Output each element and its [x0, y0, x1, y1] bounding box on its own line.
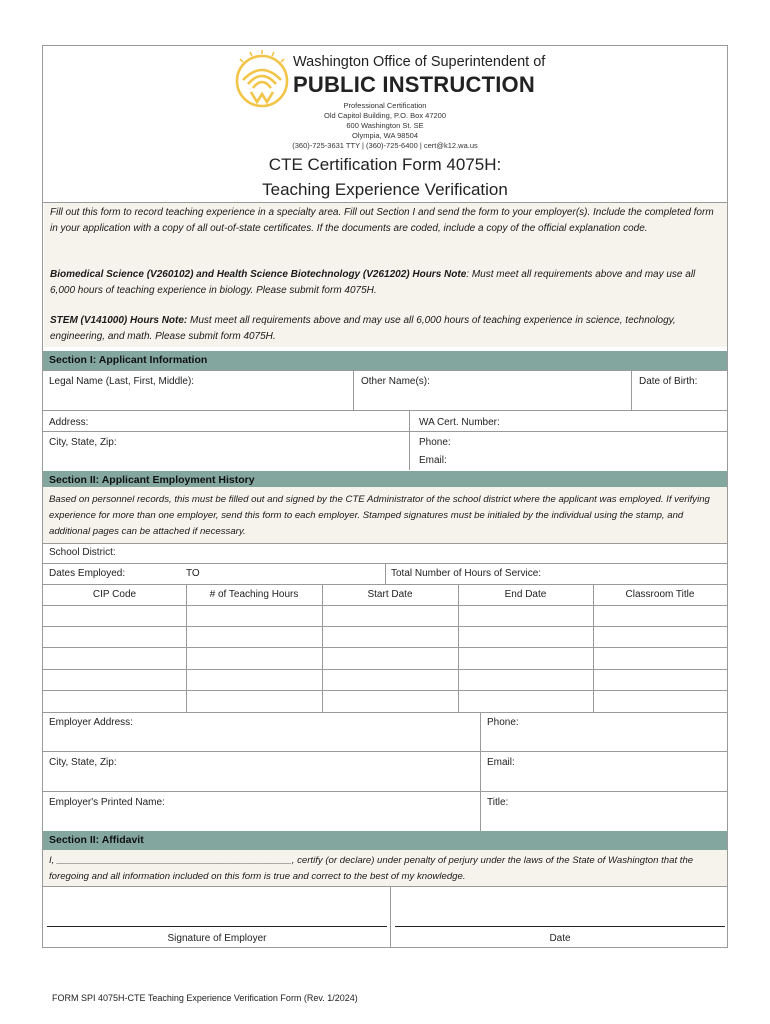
email-field[interactable]: [453, 451, 725, 468]
intro-panel: [44, 203, 727, 347]
phone-label: Phone:: [419, 437, 451, 448]
biomedical-note-text: : Must meet all requirements above and may use all 6,000 hours of teaching experience in biology. Please submit form 4075H.: [50, 269, 696, 296]
intro-paragraph: Fill out this form to record teaching experience in a specialty area. Fill out Section I and send the form to your employer(s). Include the completed form in your application with a copy of all out-of-state certificates. If the documents are coded, include a copy of the official explanation code.: [50, 207, 714, 234]
contact-line-1: Professional Certification: [343, 101, 427, 110]
employer-address-label: Employer Address:: [49, 717, 133, 728]
contact-line-2: Old Capitol Building, P.O. Box 47200: [323, 111, 447, 120]
dob-label: Date of Birth:: [639, 376, 698, 387]
stem-note-bold: STEM (V141000) Hours Note:: [50, 315, 188, 326]
contact-line-4: Olympia, WA 98504: [351, 131, 418, 140]
start-employed-field[interactable]: [138, 564, 183, 582]
biomedical-note-bold: Biomedical Science (V260102) and Health Science Biotechnology (V261202) Hours Note: [50, 269, 467, 280]
table-row[interactable]: [43, 606, 727, 626]
wa-cert-label: WA Cert. Number:: [419, 417, 500, 428]
signature-label: Signature of Employer: [167, 933, 267, 944]
phone-field[interactable]: [458, 433, 725, 449]
email-label: Email:: [419, 455, 447, 466]
form-title-line1: CTE Certification Form 4075H:: [268, 155, 502, 174]
printed-name-label: Employer's Printed Name:: [49, 797, 165, 808]
col-cip-code: CIP Code: [92, 589, 137, 600]
employer-email-field[interactable]: [481, 771, 727, 791]
school-district-field[interactable]: [128, 544, 725, 562]
form-footer: FORM SPI 4075H-CTE Teaching Experience Verification Form (Rev. 1/2024): [52, 993, 358, 1003]
legal-name-label: Legal Name (Last, First, Middle):: [49, 376, 195, 387]
contact-line-3: 600 Washington St. SE: [346, 121, 424, 130]
total-hours-field[interactable]: [565, 564, 725, 582]
affidavit-heading: Section II: Affidavit: [43, 831, 727, 850]
stem-note: [50, 313, 716, 345]
section2-instructions: Based on personnel records, this must be filled out and signed by the CTE Administrator of the school district where the applicant was employed. If verifying experience for more than one employer, send this form to each employer. Stamped signatures must be initialed by the individual using the stamp, and additional pages can be attached if necessary.: [49, 494, 710, 537]
school-district-label: School District:: [49, 547, 116, 558]
legal-name-field[interactable]: [43, 390, 353, 410]
dob-field[interactable]: [632, 390, 727, 410]
city-state-zip-field[interactable]: [133, 433, 408, 469]
affidavit-statement: I, ____________________________________________, certify (or declare) under penalty of perjury under the laws of the State of Washington that the foregoing and all information included on this form is true and correct to the best of my knowledge.: [49, 855, 694, 882]
end-employed-field[interactable]: [208, 564, 383, 582]
employer-email-label: Email:: [487, 757, 515, 768]
total-hours-label: Total Number of Hours of Service:: [391, 568, 542, 579]
section2-heading: Section II: Applicant Employment History: [43, 471, 727, 490]
employer-city-label: City, State, Zip:: [49, 757, 117, 768]
printed-name-field[interactable]: [43, 811, 479, 831]
employer-title-field[interactable]: [481, 811, 727, 831]
employer-signature-field[interactable]: [47, 889, 387, 925]
table-row[interactable]: [43, 691, 727, 712]
employer-city-field[interactable]: [43, 771, 479, 791]
wa-cert-field[interactable]: [513, 412, 725, 430]
table-row[interactable]: [43, 627, 727, 647]
form-title-line2: Teaching Experience Verification: [262, 180, 508, 199]
col-teaching-hours: # of Teaching Hours: [209, 589, 299, 600]
stem-note-text: Must meet all requirements above and may use all 6,000 hours of teaching experience in science, technology, engineering, and math. Please submit form 4075H.: [50, 315, 676, 342]
employer-title-label: Title:: [487, 797, 509, 808]
agency-name-line2: PUBLIC INSTRUCTION: [293, 72, 535, 97]
employer-phone-field[interactable]: [481, 731, 727, 751]
address-field[interactable]: [93, 412, 408, 430]
employer-address-field[interactable]: [43, 731, 479, 751]
section1-heading: Section I: Applicant Information: [43, 351, 727, 370]
address-label: Address:: [49, 417, 89, 428]
agency-name-line1: Washington Office of Superintendent of: [293, 54, 546, 70]
other-names-label: Other Name(s):: [361, 376, 430, 387]
dates-employed-label: Dates Employed:: [49, 568, 126, 579]
date-label: Date: [549, 933, 571, 944]
to-label: TO: [186, 568, 200, 579]
declarant-name-field[interactable]: [57, 852, 269, 868]
biomedical-note: [50, 267, 716, 299]
table-row[interactable]: [43, 670, 727, 690]
col-start-date: Start Date: [367, 589, 413, 600]
signature-date-field[interactable]: [395, 889, 725, 925]
city-state-zip-label: City, State, Zip:: [49, 437, 117, 448]
certification-form: [42, 45, 728, 948]
contact-line-5: (360)-725-3631 TTY | (360)-725-6400 | cert@k12.wa.us: [292, 141, 478, 150]
col-end-date: End Date: [504, 589, 547, 600]
table-row[interactable]: [43, 648, 727, 669]
col-classroom-title: Classroom Title: [625, 589, 695, 600]
other-names-field[interactable]: [354, 390, 631, 410]
employer-phone-label: Phone:: [487, 717, 519, 728]
